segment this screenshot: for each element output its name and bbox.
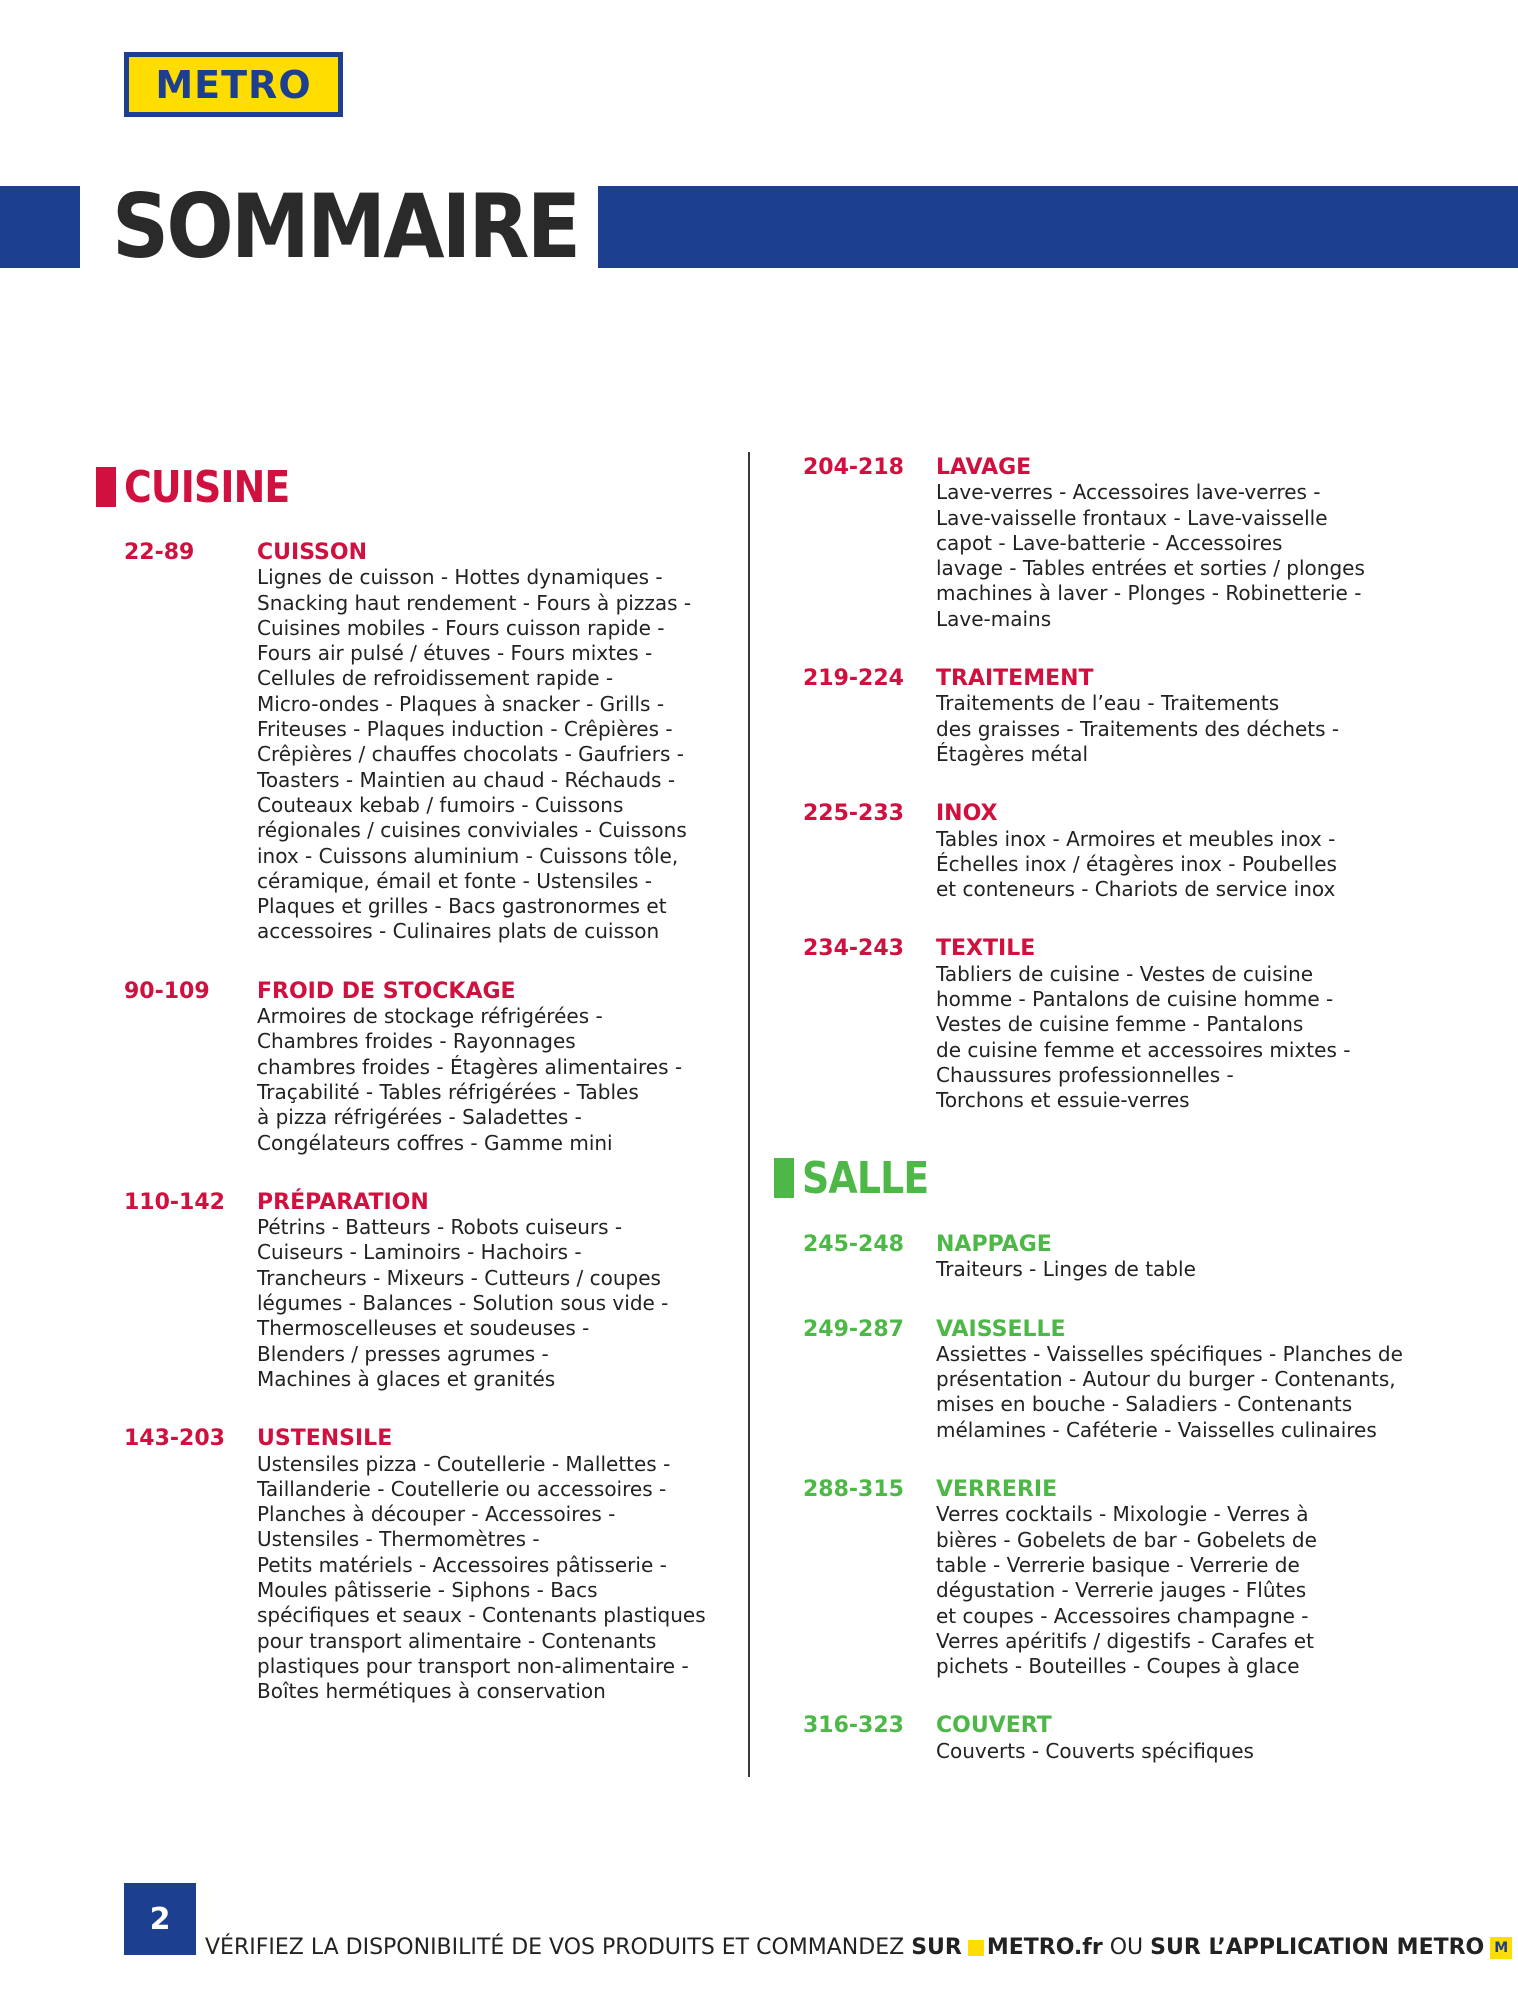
toc-page-range: 225-233 [803, 801, 904, 827]
toc-entry-title: TEXTILE [936, 936, 1036, 962]
column-divider [748, 452, 750, 1777]
toc-page-range: 234-243 [803, 936, 904, 962]
toc-entry-title: PRÉPARATION [257, 1189, 429, 1215]
toc-entry-description: Pétrins - Batteurs - Robots cuiseurs - Cuiseurs - Laminoirs - Hachoirs - Trancheurs - Mixeurs - Cutteurs / coupes légumes - Balances - Solution sous vide - Thermoscelleuses et soudeuses - Blenders / presses agrumes - Machines à glaces et granités [257, 1215, 669, 1391]
toc-entry-description: Lave-verres - Accessoires lave-verres - Lave-vaisselle frontaux - Lave-vaisselle capot - Lave-batterie - Accessoires lavage - Tables entrées et sorties / plonges machines à laver - Plonges - Robinetterie - Lave-mains [936, 480, 1365, 631]
toc-entry[interactable] [124, 540, 724, 945]
footer-cta [205, 1933, 1512, 1963]
toc-page-range: 90-109 [124, 978, 210, 1004]
title-banner-right [598, 186, 1518, 268]
toc-entry-description: Assiettes - Vaisselles spécifiques - Planches de présentation - Autour du burger - Contenants, mises en bouche - Saladiers - Contenants mélamines - Caféterie - Vaisselles culinaires [936, 1341, 1403, 1442]
toc-page-range: 143-203 [124, 1426, 225, 1452]
toc-entry-title: TRAITEMENT [936, 666, 1094, 692]
toc-page-range: 288-315 [803, 1477, 904, 1503]
toc-entry[interactable] [803, 1477, 1403, 1679]
toc-entry-title: VAISSELLE [936, 1316, 1066, 1342]
section-heading-text: CUISINE [124, 461, 290, 513]
metro-app-icon: M [1490, 1937, 1512, 1959]
toc-page-range: 245-248 [803, 1232, 904, 1257]
toc-entry-title: INOX [936, 801, 998, 827]
toc-entry-description: Ustensiles pizza - Coutellerie - Mallettes - Taillanderie - Coutellerie ou accessoires - Planches à découper - Accessoires - Ustensiles - Thermomètres - Petits matériels - Accessoires pâtisserie - Moules pâtisserie - Siphons - Bacs spécifiques et seaux - Contenants plastiques pour transport alimentaire - Contenants plastiques pour transport non-alimentaire - Boîtes hermétiques à conservation [257, 1451, 706, 1704]
toc-entry-title: CUISSON [257, 540, 368, 565]
toc-entry[interactable] [124, 1426, 724, 1704]
footer-sur: SUR [911, 1935, 962, 1960]
toc-column-salle [803, 1232, 1403, 1798]
metro-mini-logo-icon [968, 1940, 984, 1956]
toc-page-range: 219-224 [803, 666, 904, 692]
toc-entry[interactable] [803, 1713, 1403, 1764]
toc-page-range: 22-89 [124, 540, 195, 565]
toc-page-range: 249-287 [803, 1316, 904, 1342]
toc-entry-description: Couverts - Couverts spécifiques [936, 1738, 1254, 1763]
metro-logo-text: METRO [129, 57, 338, 112]
page-title: SOMMAIRE [112, 175, 579, 278]
footer-site-link[interactable]: METRO.fr [986, 1935, 1103, 1960]
toc-entry-description: Traitements de l’eau - Traitements des graisses - Traitements des déchets - Étagères métal [936, 691, 1340, 766]
toc-entry[interactable] [803, 1232, 1403, 1283]
toc-entry[interactable] [803, 1317, 1403, 1443]
toc-entry-title: NAPPAGE [936, 1232, 1052, 1257]
toc-entry-title: VERRERIE [936, 1477, 1058, 1503]
toc-page-range: 316-323 [803, 1713, 904, 1739]
section-marker [774, 1158, 794, 1198]
section-heading-salle [774, 1152, 949, 1204]
footer-text-prefix: VÉRIFIEZ LA DISPONIBILITÉ DE VOS PRODUITS ET COMMANDEZ [205, 1935, 905, 1960]
toc-entry[interactable] [803, 936, 1403, 1113]
toc-entry-description: Tables inox - Armoires et meubles inox - Échelles inox / étagères inox - Poubelles et conteneurs - Chariots de service inox [936, 826, 1337, 902]
toc-page-range: 110-142 [124, 1189, 225, 1215]
toc-entry-description: Verres cocktails - Mixologie - Verres à bières - Gobelets de bar - Gobelets de table - Verrerie basique - Verrerie de dégustation - Verrerie jauges - Flûtes et coupes - Accessoires champagne - Verres apéritifs / digestifs - Carafes et pichets - Bouteilles - Coupes à glace [936, 1502, 1317, 1679]
toc-entry-title: FROID DE STOCKAGE [257, 978, 516, 1004]
toc-column-left [124, 540, 724, 1738]
page-number: 2 [124, 1883, 196, 1955]
section-marker [96, 467, 116, 507]
toc-entry[interactable] [803, 801, 1403, 902]
footer-ou: OU [1109, 1935, 1144, 1960]
toc-page-range: 204-218 [803, 455, 904, 480]
toc-entry-title: COUVERT [936, 1713, 1052, 1739]
toc-entry[interactable] [803, 666, 1403, 767]
toc-entry-description: Traiteurs - Linges de table [936, 1257, 1196, 1282]
toc-entry[interactable] [124, 1190, 724, 1392]
toc-entry[interactable] [803, 455, 1403, 632]
toc-entry-description: Tabliers de cuisine - Vestes de cuisine homme - Pantalons de cuisine homme - Vestes de cuisine femme - Pantalons de cuisine femme et accessoires mixtes - Chaussures professionnelles - Torchons et essuie-verres [936, 961, 1351, 1113]
toc-entry-title: USTENSILE [257, 1426, 393, 1452]
toc-entry[interactable] [124, 979, 724, 1156]
toc-entry-description: Armoires de stockage réfrigérées - Chambres froides - Rayonnages chambres froides - Étagères alimentaires - Traçabilité - Tables réfrigérées - Tables à pizza réfrigérées - Saladettes - Congélateurs coffres - Gamme mini [257, 1004, 683, 1155]
title-banner-left [0, 186, 80, 268]
toc-entry-description: Lignes de cuisson - Hottes dynamiques - Snacking haut rendement - Fours à pizzas - Cuisines mobiles - Fours cuisson rapide - Fours air pulsé / étuves - Fours mixtes - Cellules de refroidissement rapide - Micro-ondes - Plaques à snacker - Grills - Friteuses - Plaques induction - Crêpières - Crêpières / chauffes chocolats - Gaufriers - Toasters - Maintien au chaud - Réchauds - Couteaux kebab / fumoirs - Cuissons régionales / cuisines conviviales - Cuissons inox - Cuissons aluminium - Cuissons tôle, céramique, émail et fonte - Ustensiles - Plaques et grilles - Bacs gastronormes et accessoires - Culinaires plats de cuisson [257, 565, 692, 944]
section-heading-cuisine [96, 461, 316, 513]
toc-entry-title: LAVAGE [936, 455, 1032, 480]
footer-app-link[interactable]: SUR L’APPLICATION METRO [1150, 1935, 1485, 1960]
metro-logo[interactable] [124, 52, 343, 117]
toc-column-right [803, 455, 1403, 1148]
section-heading-text: SALLE [802, 1152, 929, 1204]
